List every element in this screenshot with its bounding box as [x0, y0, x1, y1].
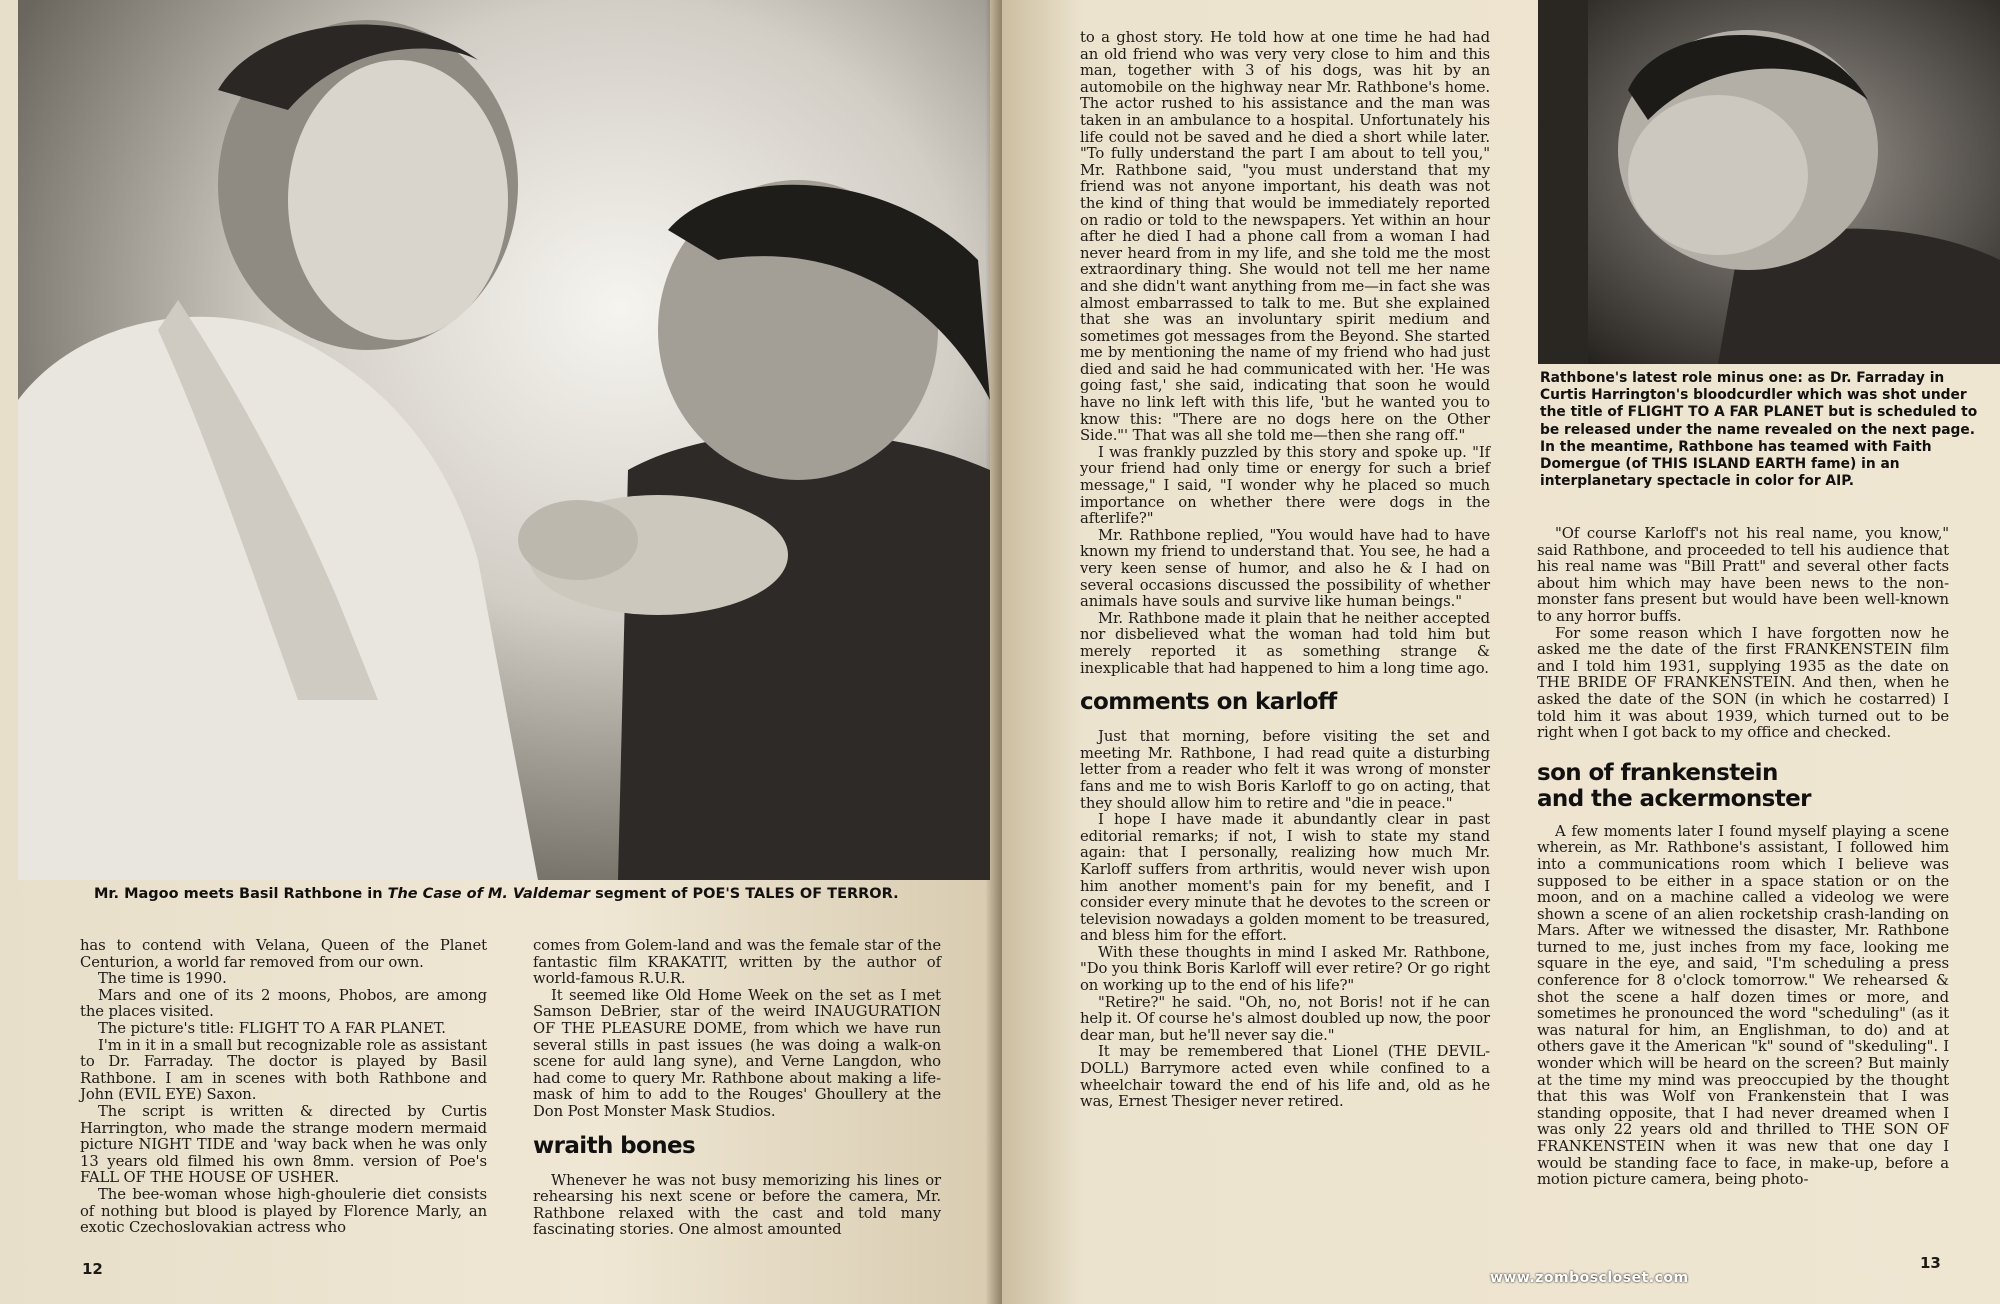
right-column-2 [1537, 526, 1949, 1189]
paragraph: "Of course Karloff's not his real name, you know," said Rathbone, and proceeded to tell his audience that his real name was "Bill Pratt" and several other facts about him which may have been news to the non-monster fans present but would have been well-known to any horror buffs. [1537, 525, 1949, 625]
paragraph: I hope I have made it abundantly clear in past editorial remarks; if not, I wish to state my stand again: that I personally, realizing how much Mr. Karloff suffers from arthritis, would never wish upon him another moment's pain for my benefit, and I consider every minute that he devotes to the screen or television nowadays a golden moment to be treasured, and bless him for the effort. [1080, 811, 1490, 945]
paragraph: Mr. Rathbone made it plain that he neither accepted nor disbelieved what the woman had told him but merely reported it as something strange & inexplicable that had happened to him a long time ago. [1080, 609, 1490, 677]
paragraph: to a ghost story. He told how at one time he had had an old friend who was very very close to him and this man, together with 3 of his dogs, was hit by an automobile on the highway near Mr. Rathbone's home. The actor rushed to his assistance and the man was taken in an ambulance to a hospital. Unfortunately his life could not be saved and he died a short while later. "To fully understand the part I am about to tell you," Mr. Rathbone said, "you must understand that my friend was not anyone important, his death was not the kind of thing that would be immediately reported on radio or told to the newspapers. Yet within an hour after he died I had a phone call from a woman I had never heard from in my life, and she told me the most extraordinary thing. She would not tell me her name and she didn't want anything from me—in fact she was almost embarrassed to talk to me. But she explained that she was an involuntary spirit medium and sometimes got messages from the Beyond. She started me by mentioning the name of my friend who had just died and said he had communicated with her. 'He was going fast,' she said, indicating that soon he would have no link left with this life, 'but he wanted you to know this: "There are no dogs here on the Other Side."' That was all she told me—then she rang off." [1080, 29, 1490, 445]
heading-line-1: son of frankenstein [1537, 759, 1778, 786]
site-watermark: www.zomboscloset.com [1490, 1270, 1689, 1286]
paragraph: I was frankly puzzled by this story and spoke up. "If your friend had only time or energy for such a brief message," I said, "I wonder why he placed so much importance on whether there were dogs in the afterlife?" [1080, 443, 1490, 528]
paragraph: It seemed like Old Home Week on the set as I met Samson DeBrier, star of the weird INAUGURATION OF THE PLEASURE DOME, from which we have run several stills in past issues (he was doing a walk-on scene for auld lang syne), and Verne Langdon, who had come to query Mr. Rathbone about making a life-mask of him to add to the Rouges' Ghoullery at the Don Post Monster Mask Studios. [533, 986, 941, 1120]
heading-line-2: and the ackermonster [1537, 785, 1811, 812]
paragraph: comes from Golem-land and was the female star of the fantastic film KRAKATIT, written by the author of world-famous R.U.R. [533, 937, 941, 988]
paragraph: With these thoughts in mind I asked Mr. Rathbone, "Do you think Boris Karloff will ever retire? Or go right on working up to the end of his life?" [1080, 943, 1490, 995]
section-heading: comments on karloff [1080, 689, 1337, 716]
left-photo-caption [94, 886, 974, 904]
paragraph: Mars and one of its 2 moons, Phobos, are among the places visited. [80, 986, 487, 1021]
page-number-left: 12 [82, 1260, 103, 1278]
paragraph: For some reason which I have forgotten now he asked me the date of the first FRANKENSTEIN film and I told him 1931, supplying 1935 as the date on THE BRIDE OF FRANKENSTEIN. And then, when he asked the date of the SON (in which he costarred) I told him it was about 1939, which turned out to be right when I got back to my office and checked. [1537, 624, 1949, 742]
right-photo-caption: Rathbone's latest role minus one: as Dr. Farraday in Curtis Harrington's bloodcurdler which was shot under the title of FLIGHT TO A FAR PLANET but is scheduled to be released under the name revealed on the next page. In the meantime, Rathbone has teamed with Faith Domergue (of THIS ISLAND EARTH fame) in an interplanetary spectacle in color for AIP. [1540, 370, 1978, 490]
paragraph: It may be remembered that Lionel (THE DEVIL-DOLL) Barrymore acted even while confined to a wheelchair toward the end of his life and, old as he was, Ernest Thesiger never retired. [1080, 1043, 1490, 1111]
paragraph: "Retire?" he said. "Oh, no, not Boris! not if he can help it. Of course he's almost doubled up now, the poor dear man, but he'll never say die." [1080, 993, 1490, 1044]
caption-lead: Mr. Magoo meets Basil Rathbone in [94, 886, 388, 902]
paragraph: Just that morning, before visiting the set and meeting Mr. Rathbone, I had read quite a disturbing letter from a reader who felt it was wrong of monster fans and me to wish Boris Karloff to go on acting, that they should allow him to retire and "die in peace." [1080, 728, 1490, 812]
right-page [1002, 0, 2000, 1304]
paragraph: The picture's title: FLIGHT TO A FAR PLANET. [98, 1019, 446, 1037]
left-column-1 [80, 938, 487, 1237]
left-film-still [18, 0, 990, 880]
left-column-2 [533, 938, 941, 1239]
paragraph: The bee-woman whose high-ghoulerie diet consists of nothing but blood is played by Florence Marly, an exotic Czechoslovakian actress who [80, 1185, 487, 1237]
page-number-right: 13 [1920, 1254, 1941, 1272]
paragraph: has to contend with Velana, Queen of the Planet Centurion, a world far removed from our own. [80, 937, 487, 971]
right-portrait [1538, 0, 2000, 364]
section-heading [1537, 760, 1949, 812]
portrait-photo-icon [1538, 0, 2000, 364]
left-page [0, 0, 998, 1304]
caption-title: The Case of M. Valdemar [387, 886, 591, 902]
paragraph: The time is 1990. [98, 970, 227, 988]
paragraph: Mr. Rathbone replied, "You would have had to have known my friend to understand that. You see, he had a very keen sense of humor, and also he & I had on several occasions discussed the possibility of whether animals have souls and survive like human beings." [1080, 526, 1490, 611]
right-column-1 [1080, 30, 1490, 1111]
paragraph: Whenever he was not busy memorizing his lines or rehearsing his next scene or before the camera, Mr. Rathbone relaxed with the cast and told many fascinating stories. One almost amounted [533, 1171, 941, 1239]
section-heading: wraith bones [533, 1132, 696, 1159]
paragraph: A few moments later I found myself playing a scene wherein, as Mr. Rathbone's assistant, I followed him into a communications room which I believe was supposed to be either in a space station or on the moon, and on a machine called a videolog we were shown a scene of an alien rocketship crash-landing on Mars. After we witnessed the disaster, Mr. Rathbone turned to me, just inches from my face, looking me square in the eye, and said, "I'm scheduling a press conference for 8 o'clock tomorrow." We rehearsed & shot the scene a half dozen times or more, and sometimes he pronounced the word "scheduling" (as it was natural for him, an Englishman, to do) and at others gave it the American "k" sound of "skeduling". I wonder which will be heard on the screen? But mainly at the time my mind was preoccupied by the thought that this was Wolf von Frankenstein that I was standing opposite, that I had never dreamed when I was only 22 years old and thrilled to THE SON OF FRANKENSTEIN when it was new that one day I would be standing face to face, in make-up, before a motion picture camera, being photo- [1537, 822, 1949, 1189]
paragraph: The script is written & directed by Curtis Harrington, who made the strange modern mermaid picture NIGHT TIDE and 'way back when he was only 13 years old filmed his own 8mm. version of Poe's FALL OF THE HOUSE OF USHER. [80, 1102, 487, 1187]
paragraph: I'm in it in a small but recognizable role as assistant to Dr. Farraday. The doctor is played by Basil Rathbone. I am in scenes with both Rathbone and John (EVIL EYE) Saxon. [80, 1036, 487, 1104]
film-still-photo-icon [18, 0, 990, 880]
caption-tail: segment of POE'S TALES OF TERROR. [590, 886, 899, 902]
